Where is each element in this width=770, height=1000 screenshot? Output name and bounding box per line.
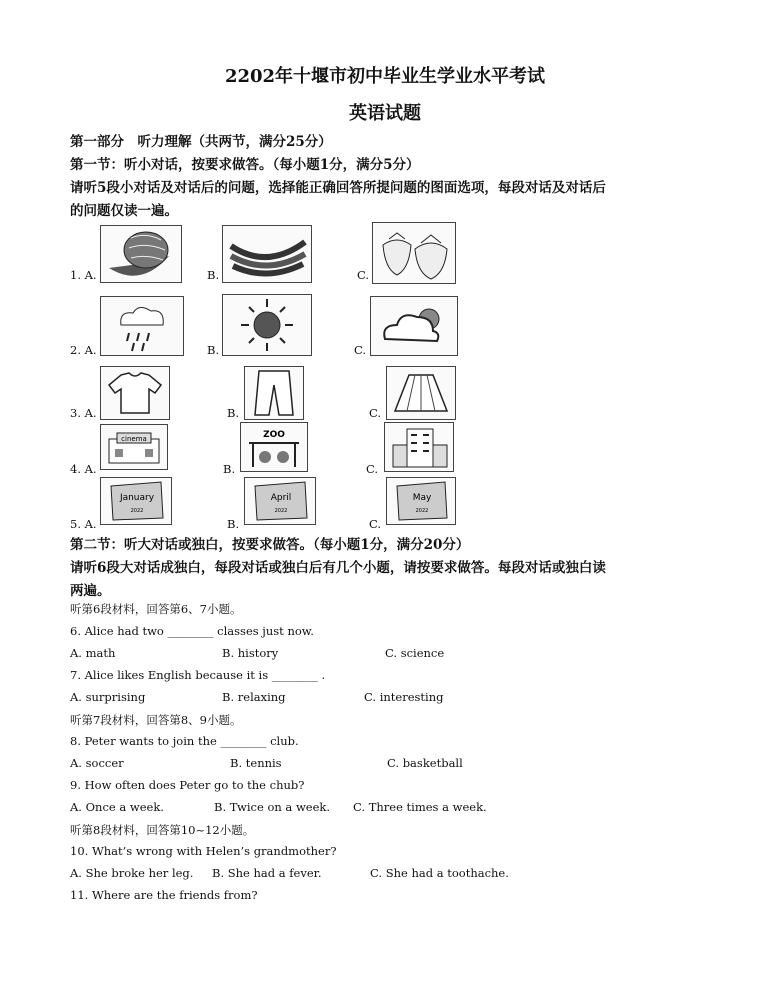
zoo-picture: [240, 422, 308, 472]
option-a: A. math: [70, 646, 116, 660]
question-stem: 9. How often does Peter go to the chub?: [70, 778, 305, 792]
q3-label-c: C.: [369, 406, 382, 420]
question-stem: 10. What’s wrong with Helen’s grandmother?: [70, 844, 337, 858]
q2-label-b: B.: [207, 343, 220, 357]
option-b: B. Twice on a week.: [214, 800, 331, 814]
material-note: 听第7段材料，回答第8、9小题。: [70, 713, 242, 727]
option-c: C. Three times a week.: [353, 800, 487, 814]
section1-heading: 第一节：听小对话，按要求做答。（每小题1分，满分5分）: [70, 157, 420, 173]
part1-heading: 第一部分 听力理解（共两节，满分25分）: [70, 134, 332, 150]
question-stem: 8. Peter wants to join the ________ club.: [70, 734, 299, 748]
option-c: C. interesting: [364, 690, 444, 704]
q5-label-a: 5. A.: [70, 517, 97, 531]
section2-instruction-2: 两遍。: [70, 583, 111, 599]
strawberries-picture: [372, 222, 456, 284]
q2-label-c: C.: [354, 343, 367, 357]
material-note: 听第6段材料，回答第6、7小题。: [70, 602, 242, 616]
section2-instruction-1: 请听6段大对话成独白，每段对话或独白后有几个小题，请按要求做答。每段对话或独白读: [70, 560, 606, 576]
q4-label-a: 4. A.: [70, 462, 97, 476]
exam-subtitle: 英语试题: [349, 103, 421, 124]
exam-title: 2202年十堰市初中毕业生学业水平考试: [224, 66, 546, 87]
q1-label-a: 1. A.: [70, 268, 97, 282]
q1-label-b: B.: [207, 268, 220, 282]
skirt-picture: [386, 366, 456, 420]
option-b: B. tennis: [230, 756, 282, 770]
option-b: B. relaxing: [222, 690, 286, 704]
bananas-picture: [222, 225, 312, 283]
option-b: B. history: [222, 646, 279, 660]
q5-label-c: C.: [369, 517, 382, 531]
section1-instruction-2: 的问题仅读一遍。: [70, 203, 178, 219]
section1-instruction-1: 请听5段小对话及对话后的问题，选择能正确回答所提问题的图面选项，每段对话及对话后: [70, 180, 606, 196]
question-stem: 11. Where are the friends from?: [70, 888, 258, 902]
cinema-picture: [100, 424, 168, 470]
q1-label-c: C.: [357, 268, 370, 282]
q2-label-a: 2. A.: [70, 343, 97, 357]
sun-picture: [222, 294, 312, 356]
q4-label-b: B.: [223, 462, 236, 476]
may-label: May: [412, 493, 432, 503]
option-c: C. basketball: [387, 756, 463, 770]
pants-picture: [244, 366, 304, 420]
may-calendar-picture: [386, 477, 456, 525]
april-year: 2022: [274, 508, 288, 514]
cloudy-picture: [370, 296, 458, 356]
january-calendar-picture: [100, 477, 172, 525]
q5-label-b: B.: [227, 517, 240, 531]
rain-picture: [100, 296, 184, 356]
january-label: January: [119, 493, 155, 503]
option-a: A. soccer: [70, 756, 124, 770]
watermelon-picture: [100, 225, 182, 283]
option-a: A. She broke her leg.: [70, 866, 194, 880]
april-label: April: [270, 493, 292, 503]
option-c: C. science: [385, 646, 445, 660]
option-c: C. She had a toothache.: [370, 866, 509, 880]
option-b: B. She had a fever.: [212, 866, 322, 880]
q3-label-a: 3. A.: [70, 406, 97, 420]
q3-label-b: B.: [227, 406, 240, 420]
building-picture: [384, 422, 454, 472]
section2-heading: 第二节：听大对话或独白，按要求做答。（每小题1分，满分20分）: [70, 537, 470, 553]
question-stem: 6. Alice had two ________ classes just now.: [70, 624, 314, 638]
question-stem: 7. Alice likes English because it is ________ .: [70, 668, 326, 682]
q4-label-c: C.: [366, 462, 379, 476]
option-a: A. Once a week.: [70, 800, 164, 814]
zoo-sign: ZOO: [263, 430, 285, 440]
tshirt-picture: [100, 366, 170, 420]
may-year: 2022: [415, 508, 429, 514]
option-a: A. surprising: [70, 690, 146, 704]
january-year: 2022: [130, 508, 144, 514]
april-calendar-picture: [244, 477, 316, 525]
material-note: 听第8段材料，回答第10~12小题。: [70, 823, 255, 837]
cinema-sign: cinema: [121, 435, 147, 443]
